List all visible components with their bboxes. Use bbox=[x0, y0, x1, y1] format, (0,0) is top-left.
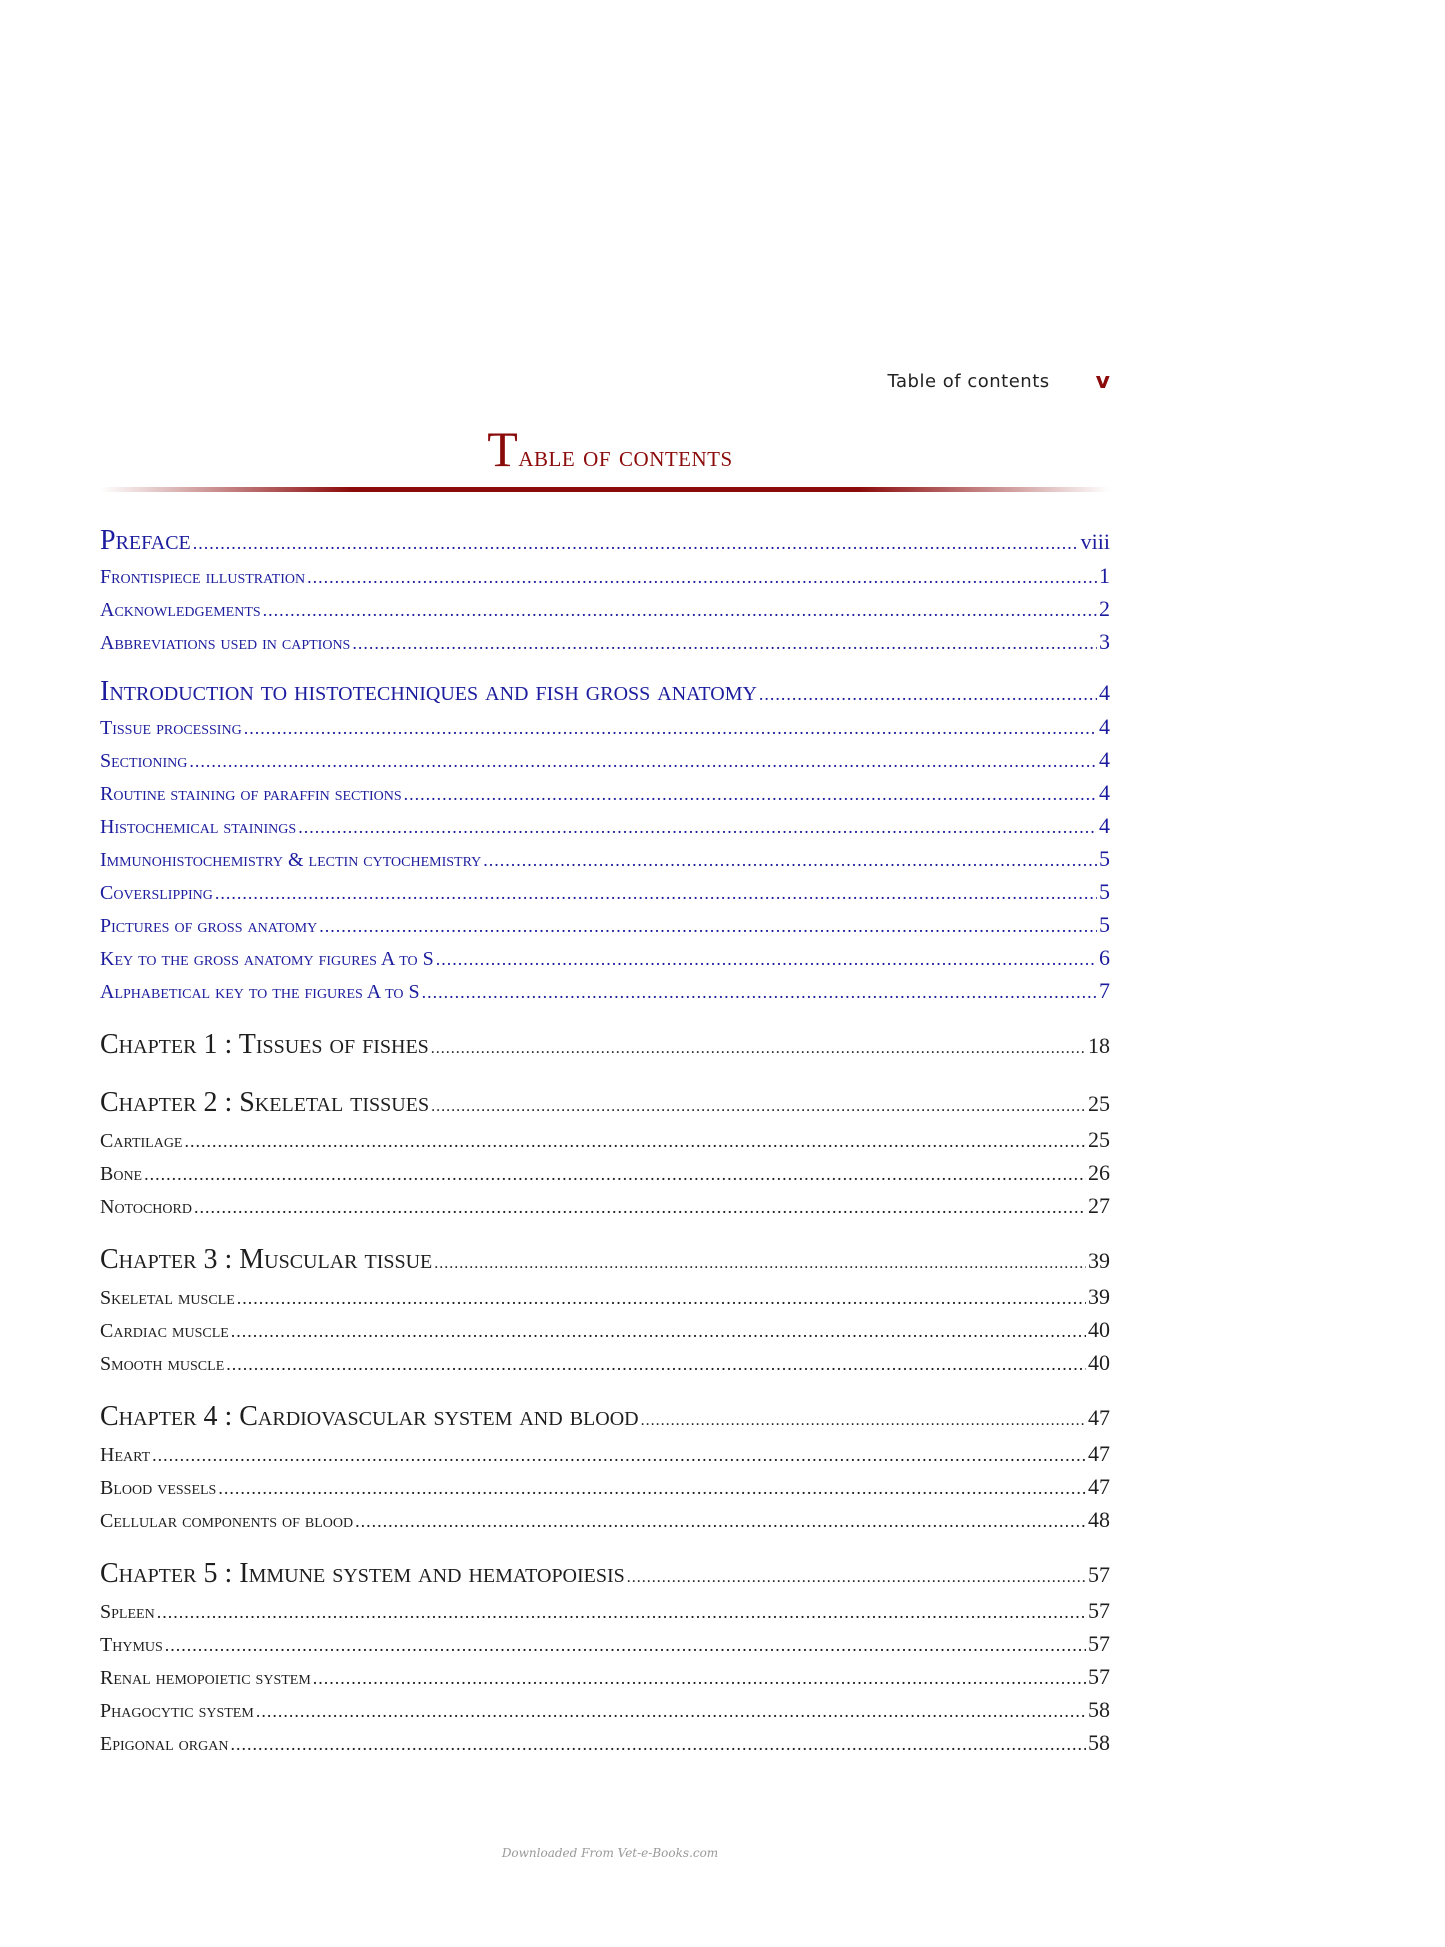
toc-item[interactable] bbox=[100, 846, 1110, 879]
entry-label: Epigonal organ bbox=[100, 1733, 229, 1755]
entry-page-number: 25 bbox=[1088, 1127, 1110, 1152]
entry-label: Notochord bbox=[100, 1196, 192, 1218]
entry-page-number: 58 bbox=[1088, 1697, 1110, 1722]
toc-item[interactable] bbox=[100, 563, 1110, 596]
entry-label: Thymus bbox=[100, 1634, 163, 1656]
toc-item[interactable] bbox=[100, 912, 1110, 945]
entry-label: Cellular components of blood bbox=[100, 1510, 354, 1532]
toc-item[interactable] bbox=[100, 1598, 1110, 1631]
toc-item[interactable] bbox=[100, 1507, 1110, 1540]
entry-page-number: 40 bbox=[1088, 1350, 1110, 1375]
dot-leader bbox=[422, 982, 1097, 1003]
toc-item[interactable] bbox=[100, 1317, 1110, 1350]
entry-label: Chapter 3 : Muscular tissue bbox=[100, 1244, 433, 1275]
entry-label: Key to the gross anatomy figures A to S bbox=[100, 948, 434, 970]
entry-label: Routine staining of paraffin sections bbox=[100, 783, 402, 805]
dot-leader bbox=[218, 1478, 1086, 1499]
dot-leader bbox=[215, 883, 1097, 904]
dot-leader bbox=[263, 600, 1097, 621]
dot-leader bbox=[313, 1668, 1086, 1689]
toc-chapter-heading[interactable] bbox=[100, 1244, 1110, 1284]
entry-page-number: 47 bbox=[1088, 1474, 1110, 1499]
entry-label: Renal hemopoietic system bbox=[100, 1667, 311, 1689]
page-title: Table of contents bbox=[487, 421, 733, 477]
toc-item[interactable] bbox=[100, 1127, 1110, 1160]
toc-item[interactable] bbox=[100, 1193, 1110, 1226]
dot-leader bbox=[352, 633, 1097, 654]
entry-page-number: 5 bbox=[1099, 846, 1110, 871]
toc-chapter-heading[interactable] bbox=[100, 1087, 1110, 1127]
entry-label: Heart bbox=[100, 1444, 151, 1466]
entry-page-number: 18 bbox=[1088, 1033, 1110, 1058]
entry-page-number: 48 bbox=[1088, 1507, 1110, 1532]
table-of-contents bbox=[100, 525, 1110, 1763]
entry-page-number: 57 bbox=[1088, 1562, 1110, 1587]
dot-leader bbox=[152, 1445, 1086, 1466]
entry-label: Chapter 2 : Skeletal tissues bbox=[100, 1087, 430, 1118]
toc-item[interactable] bbox=[100, 780, 1110, 813]
toc-chapter-heading[interactable] bbox=[100, 1401, 1110, 1441]
title-divider bbox=[100, 487, 1110, 492]
dot-leader bbox=[194, 1197, 1086, 1218]
toc-item[interactable] bbox=[100, 1730, 1110, 1763]
toc-item[interactable] bbox=[100, 879, 1110, 912]
entry-label: Frontispiece illustration bbox=[100, 566, 306, 588]
entry-page-number: 5 bbox=[1099, 879, 1110, 904]
dot-leader bbox=[483, 850, 1097, 871]
dot-leader bbox=[226, 1354, 1086, 1375]
entry-page-number: 6 bbox=[1099, 945, 1110, 970]
entry-page-number: 4 bbox=[1099, 714, 1110, 739]
entry-label: Tissue processing bbox=[100, 717, 242, 739]
toc-item[interactable] bbox=[100, 1631, 1110, 1664]
entry-label: Abbreviations used in captions bbox=[100, 632, 351, 654]
dot-leader bbox=[144, 1164, 1086, 1185]
entry-label: Blood vessels bbox=[100, 1477, 217, 1499]
dot-leader bbox=[185, 1131, 1087, 1152]
entry-label: Phagocytic system bbox=[100, 1700, 254, 1722]
entry-page-number: viii bbox=[1080, 529, 1110, 554]
entry-label: Alphabetical key to the figures A to S bbox=[100, 981, 420, 1003]
dot-leader bbox=[230, 1734, 1086, 1755]
entry-label: Chapter 5 : Immune system and hematopoiesis bbox=[100, 1558, 625, 1589]
toc-chapter-heading[interactable] bbox=[100, 1029, 1110, 1069]
toc-item[interactable] bbox=[100, 1697, 1110, 1730]
entry-page-number: 4 bbox=[1099, 680, 1110, 705]
entry-page-number: 47 bbox=[1088, 1405, 1110, 1430]
dot-leader bbox=[193, 533, 1079, 554]
entry-label: Cartilage bbox=[100, 1130, 183, 1152]
entry-page-number: 25 bbox=[1088, 1091, 1110, 1116]
entry-page-number: 26 bbox=[1088, 1160, 1110, 1185]
toc-item[interactable] bbox=[100, 978, 1110, 1011]
entry-page-number: 57 bbox=[1088, 1598, 1110, 1623]
entry-label: Smooth muscle bbox=[100, 1353, 225, 1375]
entry-label: Chapter 4 : Cardiovascular system and blood bbox=[100, 1401, 639, 1432]
entry-page-number: 7 bbox=[1099, 978, 1110, 1003]
toc-item[interactable] bbox=[100, 1664, 1110, 1697]
dot-leader bbox=[434, 1255, 1086, 1273]
toc-item[interactable] bbox=[100, 1350, 1110, 1383]
dot-leader bbox=[431, 1098, 1086, 1116]
page-number: v bbox=[1095, 368, 1110, 394]
toc-item[interactable] bbox=[100, 1441, 1110, 1474]
dot-leader bbox=[436, 949, 1097, 970]
entry-page-number: 57 bbox=[1088, 1664, 1110, 1689]
dot-leader bbox=[237, 1288, 1086, 1309]
entry-page-number: 3 bbox=[1099, 629, 1110, 654]
running-title: Table of contents bbox=[887, 370, 1050, 392]
toc-item[interactable] bbox=[100, 813, 1110, 846]
entry-page-number: 4 bbox=[1099, 813, 1110, 838]
dot-leader bbox=[157, 1602, 1086, 1623]
entry-page-number: 47 bbox=[1088, 1441, 1110, 1466]
entry-label: Spleen bbox=[100, 1601, 155, 1623]
toc-item[interactable] bbox=[100, 747, 1110, 780]
entry-page-number: 27 bbox=[1088, 1193, 1110, 1218]
dot-leader bbox=[256, 1701, 1086, 1722]
entry-label: Pictures of gross anatomy bbox=[100, 915, 318, 937]
entry-label: Cardiac muscle bbox=[100, 1320, 229, 1342]
dot-leader bbox=[244, 718, 1097, 739]
entry-page-number: 1 bbox=[1099, 563, 1110, 588]
entry-label: Coverslipping bbox=[100, 882, 213, 904]
dot-leader bbox=[231, 1321, 1086, 1342]
dot-leader bbox=[189, 751, 1097, 772]
toc-item[interactable] bbox=[100, 945, 1110, 978]
dot-leader bbox=[627, 1569, 1086, 1587]
toc-chapter-heading[interactable] bbox=[100, 1558, 1110, 1598]
entry-page-number: 2 bbox=[1099, 596, 1110, 621]
dot-leader bbox=[165, 1635, 1086, 1656]
entry-page-number: 40 bbox=[1088, 1317, 1110, 1342]
dot-leader bbox=[298, 817, 1097, 838]
dot-leader bbox=[431, 1040, 1086, 1058]
toc-item[interactable] bbox=[100, 596, 1110, 629]
toc-section-heading[interactable] bbox=[100, 525, 1110, 563]
toc-item[interactable] bbox=[100, 1474, 1110, 1507]
dot-leader bbox=[404, 784, 1097, 805]
entry-label: Acknowledgements bbox=[100, 599, 261, 621]
entry-page-number: 4 bbox=[1099, 780, 1110, 805]
footer-watermark: Downloaded From Vet-e-Books.com bbox=[501, 1846, 719, 1860]
entry-page-number: 5 bbox=[1099, 912, 1110, 937]
entry-label: Chapter 1 : Tissues of fishes bbox=[100, 1029, 429, 1060]
dot-leader bbox=[641, 1412, 1086, 1430]
entry-label: Skeletal muscle bbox=[100, 1287, 235, 1309]
entry-label: Histochemical stainings bbox=[100, 816, 297, 838]
entry-label: Immunohistochemistry & lectin cytochemistry bbox=[100, 849, 482, 871]
dot-leader bbox=[355, 1511, 1086, 1532]
toc-item[interactable] bbox=[100, 1284, 1110, 1317]
running-header bbox=[860, 366, 1110, 396]
toc-item[interactable] bbox=[100, 714, 1110, 747]
entry-label: Preface bbox=[100, 525, 191, 556]
entry-page-number: 4 bbox=[1099, 747, 1110, 772]
toc-section-heading[interactable] bbox=[100, 676, 1110, 714]
entry-page-number: 57 bbox=[1088, 1631, 1110, 1656]
entry-page-number: 58 bbox=[1088, 1730, 1110, 1755]
entry-label: Introduction to histotechniques and fish gross anatomy bbox=[100, 676, 757, 707]
entry-page-number: 39 bbox=[1088, 1284, 1110, 1309]
dot-leader bbox=[307, 567, 1097, 588]
toc-item[interactable] bbox=[100, 1160, 1110, 1193]
dot-leader bbox=[319, 916, 1097, 937]
dot-leader bbox=[759, 684, 1097, 705]
entry-label: Sectioning bbox=[100, 750, 188, 772]
toc-item[interactable] bbox=[100, 629, 1110, 662]
entry-label: Bone bbox=[100, 1163, 143, 1185]
entry-page-number: 39 bbox=[1088, 1248, 1110, 1273]
